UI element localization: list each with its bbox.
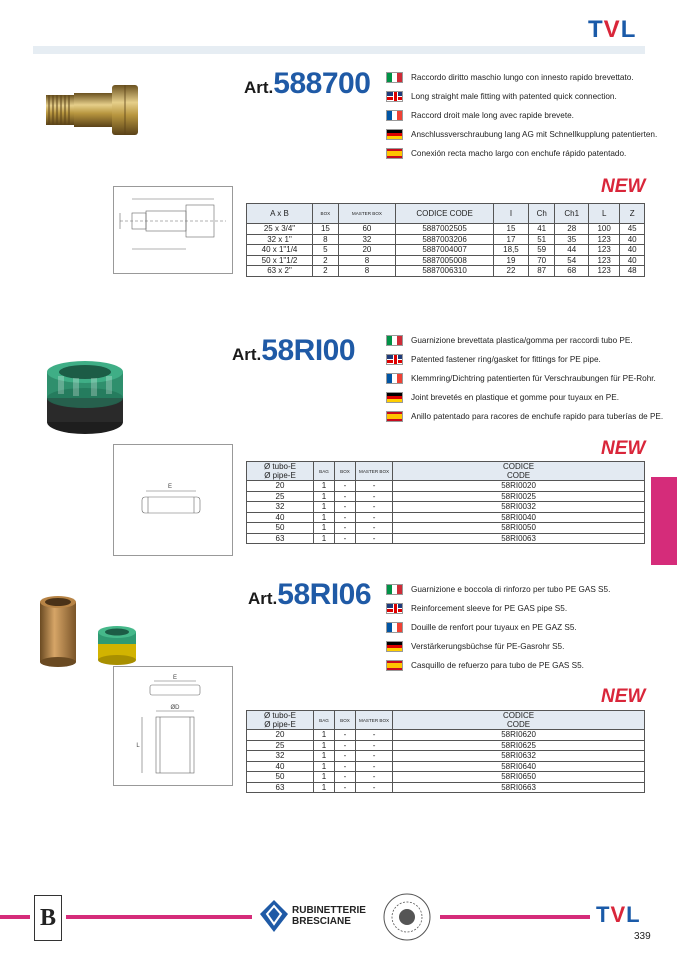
table-row	[247, 224, 645, 235]
table-cell: 1	[314, 523, 335, 534]
desc-uk: Reinforcement sleeve for PE GAS pipe S5.	[386, 599, 610, 618]
table-cell: 28	[555, 224, 588, 235]
spec-table-58RI06	[246, 710, 645, 793]
table-cell: 58RI0020	[393, 481, 645, 492]
col-header: MASTER BOX	[356, 711, 393, 730]
tvl-logo: TVL	[588, 16, 637, 43]
article-title-588700: Art.588700	[244, 67, 371, 100]
table-cell: 63	[247, 533, 314, 544]
france-flag-icon	[386, 622, 403, 633]
table-cell: 58RI0050	[393, 523, 645, 534]
uk-flag-icon	[386, 354, 403, 365]
table-cell: 2	[313, 255, 339, 266]
table-cell: 1	[314, 512, 335, 523]
table-cell: 25	[247, 740, 314, 751]
table-cell: 59	[528, 245, 555, 256]
tvl-logo-footer: TVL	[596, 902, 641, 927]
article-title-58RI00: Art.58RI00	[232, 334, 356, 367]
table-body	[247, 730, 645, 793]
table-cell: 40	[620, 255, 645, 266]
table-cell: 32	[338, 234, 395, 245]
table-cell: -	[356, 761, 393, 772]
top-rule	[33, 46, 645, 54]
spain-flag-icon	[386, 411, 403, 422]
side-index-tab	[651, 477, 677, 565]
table-cell: 18,5	[494, 245, 529, 256]
spain-flag-icon	[386, 148, 403, 159]
new-badge-58RI00: NEW	[601, 438, 646, 459]
table-cell: 58RI0650	[393, 772, 645, 783]
table-cell: 32	[247, 751, 314, 762]
table-cell: 123	[588, 234, 619, 245]
table-cell: 123	[588, 266, 619, 277]
table-cell: 40	[620, 234, 645, 245]
rb-logo-icon	[260, 900, 288, 932]
col-header: MASTER BOX	[338, 204, 395, 224]
table-cell: 8	[338, 266, 395, 277]
table-cell: 41	[528, 224, 555, 235]
col-header: L	[588, 204, 619, 224]
product-photo-58RI00	[40, 356, 130, 445]
table-cell: 54	[555, 255, 588, 266]
italy-flag-icon	[386, 335, 403, 346]
table-cell: 100	[588, 224, 619, 235]
new-badge-58RI06: NEW	[601, 686, 646, 707]
table-cell: -	[335, 772, 356, 783]
drawing-label-d: ØD	[170, 705, 180, 711]
table-cell: 20	[338, 245, 395, 256]
table-cell: -	[356, 502, 393, 513]
table-cell: -	[356, 523, 393, 534]
table-cell: 1	[314, 502, 335, 513]
table-cell: 58RI0025	[393, 491, 645, 502]
table-cell: 17	[494, 234, 529, 245]
table-row	[247, 730, 645, 741]
table-cell: 1	[314, 751, 335, 762]
germany-flag-icon	[386, 129, 403, 140]
table-cell: 40	[247, 512, 314, 523]
table-cell: 40	[247, 761, 314, 772]
table-row	[247, 234, 645, 245]
table-row	[247, 533, 645, 544]
table-cell: -	[356, 782, 393, 793]
table-cell: 5	[313, 245, 339, 256]
desc-de: Anschlussverschraubung lang AG mit Schnellkupplung patentierten.	[386, 125, 657, 144]
germany-flag-icon	[386, 392, 403, 403]
table-cell: 25 x 3/4"	[247, 224, 313, 235]
table-cell: -	[335, 512, 356, 523]
table-cell: 58RI0032	[393, 502, 645, 513]
desc-de: Verstärkerungsbüchse für PE-Gasrohr S5.	[386, 637, 610, 656]
table-row	[247, 491, 645, 502]
table-cell: 123	[588, 255, 619, 266]
table-body	[247, 481, 645, 544]
col-header: BOX	[335, 462, 356, 481]
desc-de: Joint brevetés en plastique et gomme pour tuyaux en PE.	[386, 388, 663, 407]
table-cell: 25	[247, 491, 314, 502]
spec-table-588700	[246, 203, 645, 277]
table-cell: 50	[247, 772, 314, 783]
table-row	[247, 481, 645, 492]
table-cell: 19	[494, 255, 529, 266]
col-header: CODICE CODE	[393, 462, 645, 481]
table-cell: -	[356, 512, 393, 523]
desc-fr: Klemmring/Dichtring patentierten für Verschraubungen für PE-Rohr.	[386, 369, 663, 388]
col-header: CODICE CODE	[393, 711, 645, 730]
table-cell: 1	[314, 481, 335, 492]
col-header: BAG	[314, 462, 335, 481]
table-row	[247, 740, 645, 751]
uk-flag-icon	[386, 603, 403, 614]
table-cell: 32	[247, 502, 314, 513]
table-row	[247, 245, 645, 256]
table-body	[247, 224, 645, 277]
table-cell: -	[356, 491, 393, 502]
table-cell: -	[335, 481, 356, 492]
descriptions-58RI00	[386, 331, 663, 426]
col-header: Ø tubo-E Ø pipe-E	[247, 711, 314, 730]
desc-it: Raccordo diritto maschio lungo con innesto rapido brevettato.	[386, 68, 657, 87]
table-cell: 5887002505	[396, 224, 494, 235]
table-cell: 63	[247, 782, 314, 793]
table-cell: 87	[528, 266, 555, 277]
col-header: Z	[620, 204, 645, 224]
table-cell: -	[335, 491, 356, 502]
product-photo-58RI06	[32, 590, 142, 675]
table-cell: 20	[247, 730, 314, 741]
table-row	[247, 512, 645, 523]
table-cell: 8	[313, 234, 339, 245]
rubinetterie-logo: RUBINETTERIE BRESCIANE	[260, 900, 366, 932]
table-cell: 123	[588, 245, 619, 256]
col-header: Ø tubo-E Ø pipe-E	[247, 462, 314, 481]
table-cell: -	[335, 730, 356, 741]
brand-badge-icon: B	[34, 895, 62, 941]
germany-flag-icon	[386, 641, 403, 652]
footer-bar-left	[0, 915, 30, 919]
product-photo-588700	[34, 71, 144, 156]
table-row	[247, 751, 645, 762]
table-cell: -	[356, 740, 393, 751]
table-cell: 1	[314, 491, 335, 502]
table-cell: 5887006310	[396, 266, 494, 277]
spec-table-58RI00	[246, 461, 645, 544]
footer-bar-mid	[66, 915, 252, 919]
table-row	[247, 782, 645, 793]
table-cell: 45	[620, 224, 645, 235]
table-cell: 20	[247, 481, 314, 492]
iso-certification-icon	[382, 892, 432, 947]
page-number: 339	[634, 931, 651, 942]
table-cell: 1	[314, 533, 335, 544]
uk-flag-icon	[386, 91, 403, 102]
table-cell: 1	[314, 730, 335, 741]
table-cell: -	[335, 523, 356, 534]
col-header: BOX	[313, 204, 339, 224]
table-cell: 1	[314, 772, 335, 783]
drawing-label-l: L	[136, 743, 140, 749]
table-cell: -	[335, 502, 356, 513]
col-header: A x B	[247, 204, 313, 224]
table-cell: 15	[494, 224, 529, 235]
table-cell: -	[356, 730, 393, 741]
table-cell: -	[356, 481, 393, 492]
table-row	[247, 772, 645, 783]
table-cell: 22	[494, 266, 529, 277]
desc-it: Guarnizione e boccola di rinforzo per tubo PE GAS S5.	[386, 580, 610, 599]
france-flag-icon	[386, 110, 403, 121]
table-row	[247, 255, 645, 266]
table-cell: 58RI0632	[393, 751, 645, 762]
table-row	[247, 523, 645, 534]
table-cell: 35	[555, 234, 588, 245]
descriptions-588700	[386, 68, 657, 163]
table-cell: 51	[528, 234, 555, 245]
table-cell: 40	[620, 245, 645, 256]
table-cell: 32 x 1"	[247, 234, 313, 245]
table-cell: -	[356, 772, 393, 783]
table-cell: 2	[313, 266, 339, 277]
table-cell: 5887004007	[396, 245, 494, 256]
table-cell: 63 x 2"	[247, 266, 313, 277]
spain-flag-icon	[386, 660, 403, 671]
table-cell: 58RI0040	[393, 512, 645, 523]
article-title-58RI06: Art.58RI06	[248, 578, 372, 611]
table-cell: -	[335, 740, 356, 751]
table-cell: -	[335, 761, 356, 772]
table-cell: 44	[555, 245, 588, 256]
technical-drawing-58RI06	[113, 666, 233, 786]
table-cell: -	[335, 533, 356, 544]
col-header: Ch1	[555, 204, 588, 224]
italy-flag-icon	[386, 584, 403, 595]
table-cell: 1	[314, 782, 335, 793]
table-cell: 58RI0640	[393, 761, 645, 772]
table-row	[247, 761, 645, 772]
col-header: I	[494, 204, 529, 224]
table-cell: 40 x 1"1/4	[247, 245, 313, 256]
france-flag-icon	[386, 373, 403, 384]
descriptions-58RI06	[386, 580, 610, 675]
drawing-label: E	[167, 484, 173, 490]
col-header: MASTER BOX	[356, 462, 393, 481]
table-cell: 48	[620, 266, 645, 277]
table-row	[247, 266, 645, 277]
col-header: BAG	[314, 711, 335, 730]
technical-drawing-588700	[113, 186, 233, 274]
col-header: Ch	[528, 204, 555, 224]
italy-flag-icon	[386, 72, 403, 83]
desc-it: Guarnizione brevettata plastica/gomma per raccordi tubo PE.	[386, 331, 663, 350]
table-cell: 8	[338, 255, 395, 266]
table-cell: 60	[338, 224, 395, 235]
desc-uk: Long straight male fitting with patented quick connection.	[386, 87, 657, 106]
col-header: CODICE CODE	[396, 204, 494, 224]
table-cell: 15	[313, 224, 339, 235]
table-cell: 5887003206	[396, 234, 494, 245]
col-header: BOX	[335, 711, 356, 730]
table-cell: 1	[314, 740, 335, 751]
table-cell: 58RI0063	[393, 533, 645, 544]
table-cell: 50 x 1"1/2	[247, 255, 313, 266]
desc-es: Anillo patentado para racores de enchufe rapido para tuberías de PE.	[386, 407, 663, 426]
footer-bar-right	[440, 915, 590, 919]
table-cell: 58RI0625	[393, 740, 645, 751]
desc-es: Conexión recta macho largo con enchufe rápido patentado.	[386, 144, 657, 163]
new-badge-588700: NEW	[601, 176, 646, 197]
table-cell: -	[356, 533, 393, 544]
table-cell: 5887005008	[396, 255, 494, 266]
drawing-label-e: E	[172, 675, 178, 681]
table-cell: 68	[555, 266, 588, 277]
table-cell: 58RI0620	[393, 730, 645, 741]
desc-fr: Raccord droit male long avec rapide brevete.	[386, 106, 657, 125]
table-cell: -	[356, 751, 393, 762]
desc-es: Casquillo de refuerzo para tubo de PE GAS S5.	[386, 656, 610, 675]
table-cell: 58RI0663	[393, 782, 645, 793]
table-cell: -	[335, 751, 356, 762]
table-cell: 50	[247, 523, 314, 534]
table-cell: -	[335, 782, 356, 793]
table-cell: 1	[314, 761, 335, 772]
table-row	[247, 502, 645, 513]
technical-drawing-58RI00	[113, 444, 233, 556]
desc-uk: Patented fastener ring/gasket for fittings for PE pipe.	[386, 350, 663, 369]
table-cell: 70	[528, 255, 555, 266]
desc-fr: Douille de renfort pour tuyaux en PE GAZ S5.	[386, 618, 610, 637]
